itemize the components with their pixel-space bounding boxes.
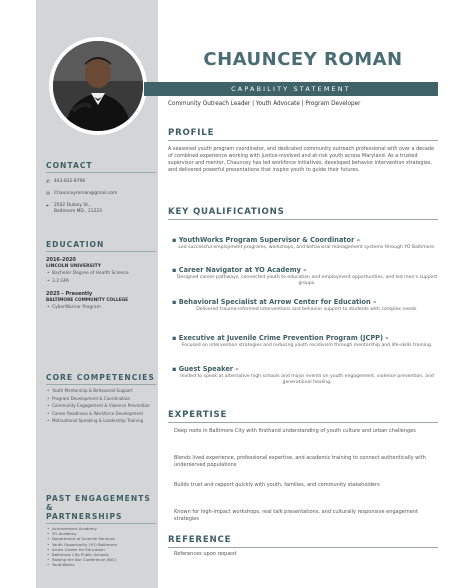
- engagement-item: • Achievement Academy: [52, 526, 156, 531]
- engagements-section: [46, 494, 156, 568]
- divider: [168, 422, 438, 423]
- competencies-section: [46, 373, 156, 424]
- edu-years: 2025 - Presently: [46, 291, 93, 297]
- person-silhouette-icon: [53, 41, 143, 131]
- engagements-heading-line2: PARTNERSHIPS: [46, 512, 123, 521]
- competency-item: • Motivational Speaking & Leadership Training: [52, 418, 156, 424]
- qualification-title: ▪ Executive at Juvenile Crime Prevention Program (JCPP) –: [172, 334, 389, 342]
- qualification-desc: Designed career pathways, connected youth to education and employment opportunities, and led men's support groups.: [176, 275, 438, 286]
- expertise-item: Builds trust and rapport quickly with youth, families, and community stakeholders: [174, 482, 380, 488]
- education-section: [46, 240, 156, 311]
- contact-section: [46, 161, 156, 215]
- divider: [46, 523, 156, 524]
- location-pin-icon: ⌖: [46, 203, 49, 209]
- edu-school: LINCOLN UNIVERSITY: [46, 264, 102, 269]
- edu-item: • 3.2 GPA: [52, 279, 156, 285]
- engagement-item: • YouthWorks: [52, 562, 156, 567]
- expertise-heading: EXPERTISE: [168, 410, 228, 420]
- edu-school: BALTIMORE COMMUNITY COLLEGE: [46, 298, 129, 303]
- profile-heading: PROFILE: [168, 128, 215, 138]
- expertise-item: Known for high-impact workshops, real talk presentations, and culturally responsive engagement strategies: [174, 509, 418, 522]
- competency-item: • Youth Mentorship & Behavioral Support: [52, 388, 156, 394]
- envelope-icon: ✉: [46, 191, 51, 197]
- engagement-item: • Department of Juvenile Services: [52, 536, 156, 541]
- competency-item: • Program Development & Coordination: [52, 396, 156, 402]
- divider: [46, 172, 156, 173]
- address-line2: Baltimore MD., 21223: [54, 209, 102, 214]
- qualification-title: ▪ Guest Speaker –: [172, 365, 239, 373]
- edu-item: • Bachelor Degree of Health Science: [52, 271, 156, 277]
- reference-text: References upon request: [174, 551, 237, 557]
- capability-statement-banner: CAPABILITY STATEMENT: [144, 82, 438, 96]
- reference-heading: REFERENCE: [168, 535, 232, 545]
- profile-text: A seasoned youth program coordinator, and dedicated community outreach professional with over a decade of combined experience working with justice-involved and at-risk youth across Maryland. As a trusted supervisor and mentor, Chauncey has led workforce initiatives, developed behavior intervention strategies, and delivered powerful presentations that inspire youth to guide their futures.: [168, 146, 434, 173]
- avatar: [53, 41, 143, 131]
- qualification-title: ▪ Behavioral Specialist at Arrow Center for Education –: [172, 298, 377, 306]
- qualification-desc: Led successful employment programs, workshops, and behavioral management systems through YO Baltimore.: [178, 245, 436, 250]
- competency-item: • Career Readiness & Workforce Development: [52, 411, 156, 417]
- contact-heading: CONTACT: [46, 161, 93, 170]
- address-line1: 2502 Dulany St.,: [54, 203, 91, 208]
- divider: [46, 251, 156, 252]
- expertise-item: Blends lived experience, professional expertise, and academic training to connect authentically with underserved populations: [174, 455, 426, 468]
- engagements-heading: [46, 494, 156, 521]
- phone-icon: ✆: [46, 179, 51, 185]
- tagline: Community Outreach Leader | Youth Advocate | Program Developer: [168, 101, 361, 107]
- divider: [46, 384, 156, 385]
- expertise-item: Deep roots in Baltimore City with firsthand understanding of youth culture and urban challenges: [174, 428, 416, 434]
- competency-item: • Community Engagement & Violence Prevention: [52, 403, 156, 409]
- qualifications-heading: KEY QUALIFICATIONS: [168, 207, 285, 217]
- contact-address: [46, 203, 156, 215]
- page-title: CHAUNCEY ROMAN: [203, 49, 403, 70]
- education-heading: EDUCATION: [46, 240, 105, 249]
- qualification-desc: Focused on intervention strategies and reducing youth recidivism through mentorship and life-skills training.: [181, 343, 433, 348]
- engagement-item: • YO Academy: [52, 531, 156, 536]
- engagements-heading-line1: PAST ENGAGEMENTS &: [46, 494, 151, 512]
- qualification-desc: Delivered trauma-informed interventions and behavior support to students with complex needs.: [196, 307, 418, 312]
- engagement-item: • Arrow Center for Education: [52, 547, 156, 552]
- divider: [168, 547, 438, 548]
- profile-photo: [49, 37, 147, 135]
- edu-years: 2016-2020: [46, 257, 76, 263]
- engagement-item: • Baltimore City Public Schools: [52, 552, 156, 557]
- divider: [168, 219, 438, 220]
- engagement-item: • Raising the Bar Conference (NIC): [52, 557, 156, 562]
- qualification-title: ▪ Career Navigator at YO Academy –: [172, 266, 307, 274]
- competencies-heading: CORE COMPETENCIES: [46, 373, 155, 382]
- contact-email[interactable]: [46, 191, 156, 197]
- edu-item: • CyberWarrior Program: [52, 305, 156, 311]
- contact-phone: [46, 179, 156, 185]
- qualification-desc: Invited to speak at alternative high schools and major events on youth engagement, violence prevention, and generational healing.: [180, 374, 434, 385]
- divider: [168, 140, 438, 141]
- phone-text: 443-832-8798: [54, 179, 86, 184]
- engagement-item: • Youth Opportunity (YO) Baltimore: [52, 542, 156, 547]
- qualification-title: ▪ YouthWorks Program Supervisor & Coordinator –: [172, 236, 360, 244]
- email-text[interactable]: Chaunceyroman@gmail.com: [54, 191, 118, 196]
